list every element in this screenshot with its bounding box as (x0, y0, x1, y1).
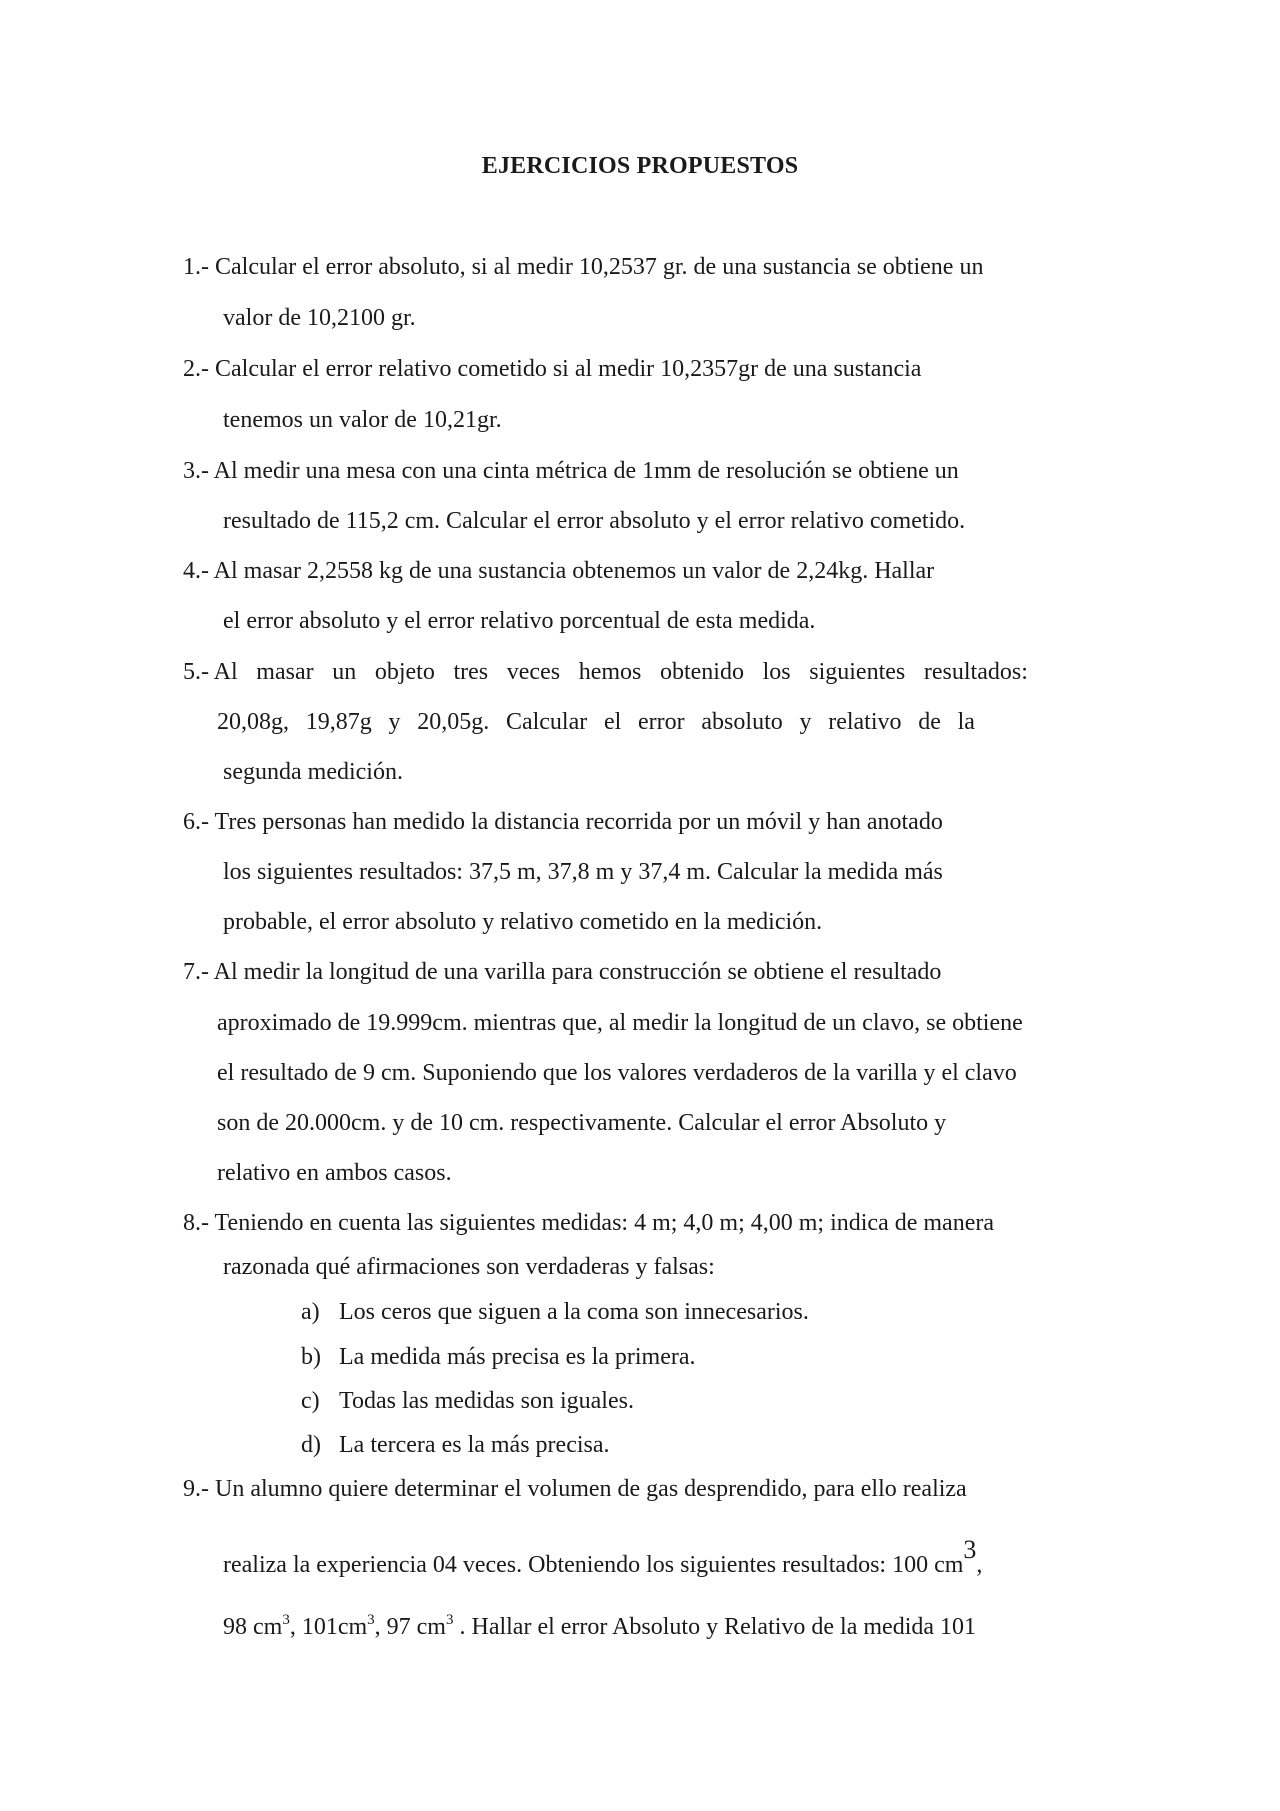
word: hemos (578, 659, 642, 685)
value-98: 98 cm (223, 1614, 283, 1640)
exercise-6-line-3: probable, el error absoluto y relativo cometido en la medición. (223, 909, 823, 935)
word: siguientes (809, 659, 906, 685)
option-b-letter: b) (301, 1344, 321, 1370)
exercise-4-line-2: el error absoluto y el error relativo porcentual de esta medida. (223, 608, 816, 634)
exercise-9-line-2 (223, 1535, 983, 1579)
exercise-2-line-2: tenemos un valor de 10,21gr. (223, 407, 502, 433)
option-c-letter: c) (301, 1388, 320, 1414)
word: objeto (374, 659, 435, 685)
superscript-3: 3 (445, 1612, 454, 1628)
word: 20,05g. (417, 709, 490, 735)
word: absoluto (701, 709, 783, 735)
word: veces (506, 659, 561, 685)
superscript-3: 3 (963, 1535, 977, 1564)
page-title: EJERCICIOS PROPUESTOS (481, 153, 799, 179)
exercise-9-line-2-text: realiza la experiencia 04 veces. Obteniendo los siguientes resultados: 100 cm (223, 1552, 964, 1578)
superscript-3: 3 (367, 1612, 375, 1628)
exercise-9-line-3 (223, 1613, 976, 1644)
exercise-3-line-2: resultado de 115,2 cm. Calcular el error absoluto y el error relativo cometido. (223, 508, 966, 534)
exercise-7-line-2: aproximado de 19.999cm. mientras que, al medir la longitud de un clavo, se obtiene (217, 1010, 1023, 1036)
word: relativo (828, 709, 902, 735)
exercise-5-line-3: segunda medición. (223, 759, 403, 785)
option-b-text: La medida más precisa es la primera. (339, 1344, 696, 1370)
option-d-letter: d) (301, 1432, 321, 1458)
word: y (388, 709, 401, 735)
exercise-4-line-1: 4.- Al masar 2,2558 kg de una sustancia obtenemos un valor de 2,24kg. Hallar (183, 558, 935, 584)
exercise-7-line-1: 7.- Al medir la longitud de una varilla para construcción se obtiene el resultado (183, 959, 942, 985)
exercise-7-line-4: son de 20.000cm. y de 10 cm. respectivamente. Calcular el error Absoluto y (217, 1110, 947, 1136)
word: y (799, 709, 812, 735)
exercise-9-line-1: 9.- Un alumno quiere determinar el volumen de gas desprendido, para ello realiza (183, 1476, 967, 1502)
exercise-1-line-2: valor de 10,2100 gr. (223, 305, 416, 331)
exercise-7-line-3: el resultado de 9 cm. Suponiendo que los valores verdaderos de la varilla y el clavo (217, 1060, 1017, 1086)
exercise-6-line-1: 6.- Tres personas han medido la distancia recorrida por un móvil y han anotado (183, 809, 943, 835)
value-101: , 101cm (289, 1614, 368, 1640)
word: masar (256, 659, 314, 685)
word: el (603, 709, 622, 735)
option-c-text: Todas las medidas son iguales. (339, 1388, 634, 1414)
word: de (918, 709, 941, 735)
exercise-6-line-2: los siguientes resultados: 37,5 m, 37,8 m y 37,4 m. Calcular la medida más (223, 859, 943, 885)
word: error (638, 709, 685, 735)
option-d-text: La tercera es la más precisa. (339, 1432, 610, 1458)
word: los (762, 659, 791, 685)
word: resultados: (923, 659, 1028, 685)
word: tres (453, 659, 489, 685)
option-a-letter: a) (301, 1299, 320, 1325)
word: Calcular (505, 709, 588, 735)
option-a-text: Los ceros que siguen a la coma son innecesarios. (339, 1299, 809, 1325)
exercise-7-line-5: relativo en ambos casos. (217, 1160, 452, 1186)
word: 5.- Al (183, 659, 238, 685)
exercise-9-question: . Hallar el error Absoluto y Relativo de la medida 101 (453, 1614, 977, 1640)
word: la (957, 709, 975, 735)
word: obtenido (659, 659, 744, 685)
exercise-2-line-1: 2.- Calcular el error relativo cometido si al medir 10,2357gr de una sustancia (183, 356, 922, 382)
exercise-8-line-1: 8.- Teniendo en cuenta las siguientes medidas: 4 m; 4,0 m; 4,00 m; indica de manera (183, 1210, 995, 1236)
word: un (332, 659, 357, 685)
exercise-5-line-2 (217, 708, 975, 736)
word: 19,87g (305, 709, 372, 735)
exercise-1-line-1: 1.- Calcular el error absoluto, si al medir 10,2537 gr. de una sustancia se obtiene un (183, 254, 984, 280)
exercise-3-line-1: 3.- Al medir una mesa con una cinta métrica de 1mm de resolución se obtiene un (183, 458, 959, 484)
comma: , (976, 1552, 983, 1578)
word: 20,08g, (217, 709, 289, 735)
exercise-8-line-2: razonada qué afirmaciones son verdaderas y falsas: (223, 1254, 715, 1280)
exercise-5-line-1 (183, 658, 1028, 686)
value-97: , 97 cm (374, 1614, 446, 1640)
superscript-3: 3 (282, 1612, 290, 1628)
